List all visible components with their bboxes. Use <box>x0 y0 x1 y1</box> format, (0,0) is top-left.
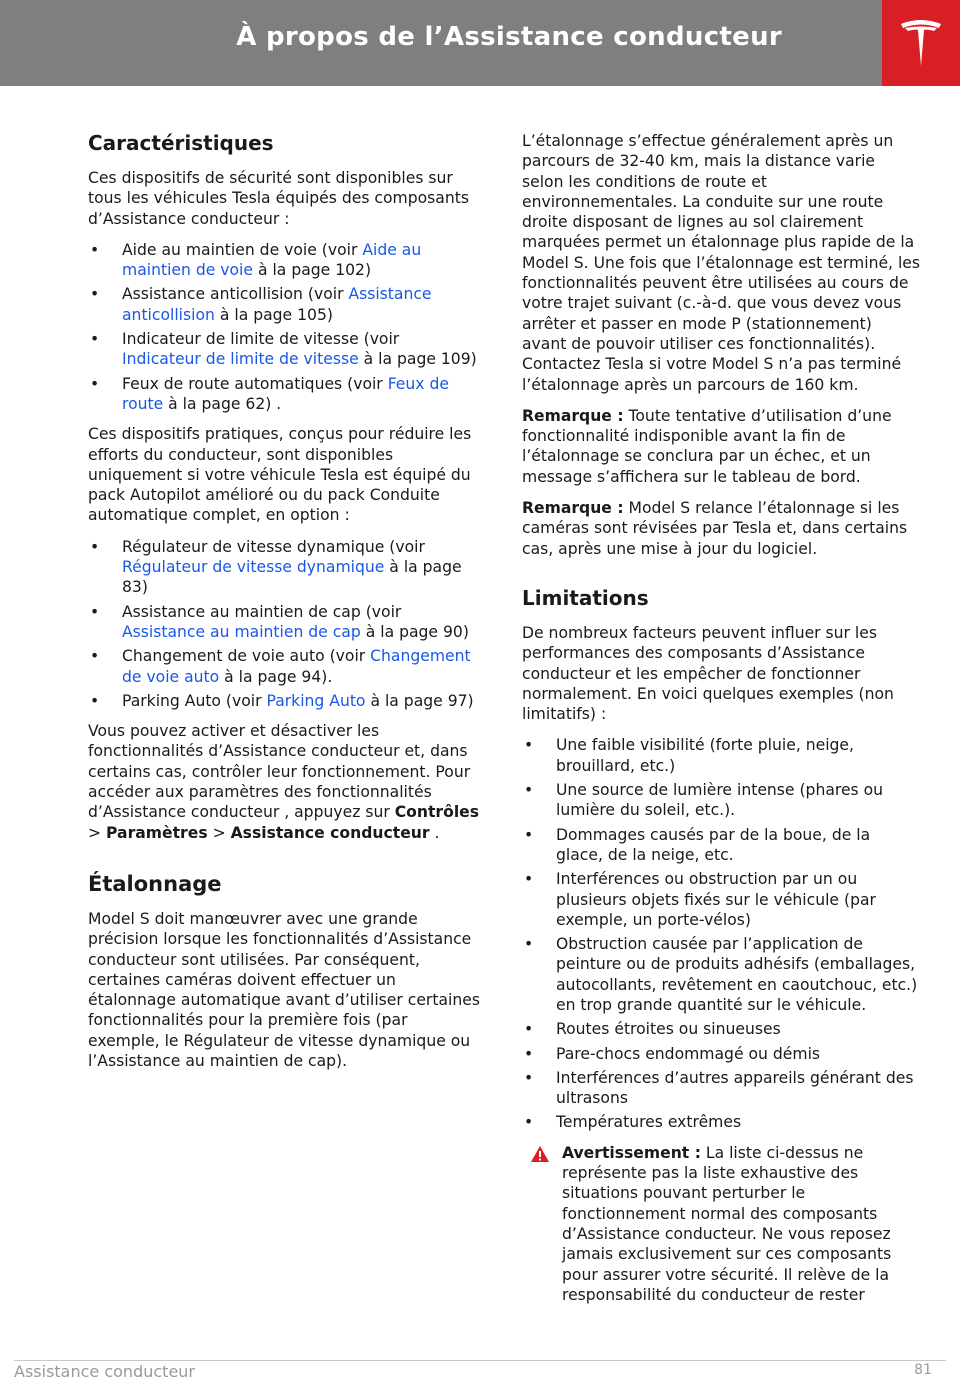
left-column <box>88 130 483 1082</box>
list-item: • Régulateur de vitesse dynamique (voir Régulateur de vitesse dynamique à la page 83) <box>88 537 483 598</box>
page-header <box>0 0 882 86</box>
warning-triangle-icon <box>530 1145 550 1163</box>
menu-controles: Contrôles <box>394 803 480 822</box>
list-item: • Pare-chocs endommagé ou démis <box>522 1044 920 1064</box>
caract-intro: Ces dispositifs de sécurité sont disponibles sur tous les véhicules Tesla équipés des composants d’Assistance conducteur : <box>88 169 469 228</box>
link-aide-maintien-voie[interactable]: Aide au maintien de voie <box>122 240 422 280</box>
note-label: Remarque : <box>522 499 624 518</box>
footer-section-name: Assistance conducteur <box>14 1362 195 1381</box>
list-item: • Dommages causés par de la boue, de la glace, de la neige, etc. <box>522 825 920 866</box>
link-feux-de-route[interactable]: Feux de route <box>122 374 449 413</box>
etalonnage-continued: L’étalonnage s’effectue généralement après un parcours de 32-40 km, mais la distance varie selon les conditions de route et environnementales. La conduite sur une route droite disposant de lignes au sol clairement marquées permet un étalonnage plus rapide de la Model S. Une fois que l’étalonnage est terminé, les fonctionnalités peuvent être utilisées au cours de votre trajet suivant (c.-à-d. que vous devez vous arrêter et passer en mode P (stationnement) avant de pouvoir utiliser ces fonctionnalités). Contactez Tesla si votre Model S n’a pas terminé l’étalonnage après un parcours de 160 km. <box>522 132 921 394</box>
comfort-intro: Ces dispositifs pratiques, conçus pour réduire les efforts du conducteur, sont disponibles uniquement si votre véhicule Tesla est équipé du pack Autopilot amélioré ou du pack Conduite automatique complet, en option : <box>88 425 472 525</box>
list-item: • Assistance au maintien de cap (voir Assistance au maintien de cap à la page 90) <box>88 602 483 643</box>
list-item: • Changement de voie auto (voir Changement de voie auto à la page 94). <box>88 646 483 687</box>
link-regulateur-vitesse-dynamique[interactable]: Régulateur de vitesse dynamique <box>122 558 385 577</box>
list-item: • Indicateur de limite de vitesse (voir Indicateur de limite de vitesse à la page 109) <box>88 329 483 370</box>
list-item: • Parking Auto (voir Parking Auto à la page 97) <box>88 691 483 711</box>
warning-text: La liste ci-dessus ne représente pas la liste exhaustive des situations pouvant perturber le fonctionnement normal des composants d’Assistance conducteur. Ne vous reposez jamais exclusivement sur ces composants pour assurer votre sécurité. Il relève de la responsabilité du conducteur de rester <box>562 1143 892 1304</box>
list-item: • Routes étroites ou sinueuses <box>522 1019 920 1039</box>
section-heading-caracteristiques: Caractéristiques <box>88 131 274 155</box>
settings-paragraph: Vous pouvez activer et désactiver les fonctionnalités d’Assistance conducteur et, dans certains cas, contrôler leur fonctionnement. Pour accéder aux paramètres des fonctionnalités d’Assistance conducteur , appuyez sur Contrôles > Paramètres > Assistance conducteur . <box>88 722 480 842</box>
limitations-intro: De nombreux facteurs peuvent influer sur les performances des composants d’Assistance conducteur et les empêcher de fonctionner normalement. En voici quelques exemples (non limitatifs) : <box>522 623 894 724</box>
warning-block <box>522 1143 920 1305</box>
list-item: • Assistance anticollision (voir Assistance anticollision à la page 105) <box>88 284 483 325</box>
safety-feature-list <box>88 240 483 414</box>
section-heading-etalonnage: Étalonnage <box>88 871 222 896</box>
footer-divider <box>14 1360 946 1361</box>
limitations-list <box>522 735 920 1132</box>
menu-parametres: Paramètres <box>106 823 208 842</box>
menu-assistance-conducteur: Assistance conducteur <box>230 823 430 842</box>
list-item: • Une source de lumière intense (phares ou lumière du soleil, etc.). <box>522 780 920 821</box>
note-2: Remarque : Model S relance l’étalonnage si les caméras sont révisées par Tesla et, dans certains cas, après une mise à jour du logiciel. <box>522 499 908 558</box>
link-assistance-anticollision[interactable]: Assistance anticollision <box>122 285 432 324</box>
link-changement-voie-auto[interactable]: Changement de voie auto <box>122 647 471 686</box>
section-heading-limitations: Limitations <box>522 585 649 610</box>
list-item: • Feux de route automatiques (voir Feux de route à la page 62) . <box>88 374 483 415</box>
comfort-feature-list <box>88 537 483 711</box>
link-assistance-maintien-cap[interactable]: Assistance au maintien de cap <box>122 622 361 641</box>
note-1: Remarque : Toute tentative d’utilisation d’une fonctionnalité indisponible avant la fin de l’étalonnage se conclura par un échec, et un message s’affichera sur le tableau de bord. <box>522 406 892 486</box>
list-item: • Une faible visibilité (forte pluie, neige, brouillard, etc.) <box>522 735 920 776</box>
list-item: • Aide au maintien de voie (voir Aide au maintien de voie à la page 102) <box>88 240 483 281</box>
warning-label: Avertissement : <box>562 1143 701 1162</box>
list-item: • Températures extrêmes <box>522 1112 920 1132</box>
right-column <box>522 131 920 1305</box>
page-number: 81 <box>914 1362 932 1378</box>
tesla-logo-icon <box>899 16 943 68</box>
note-label: Remarque : <box>522 406 624 425</box>
page-title: À propos de l’Assistance conducteur <box>236 22 782 52</box>
link-parking-auto[interactable]: Parking Auto <box>266 691 366 710</box>
list-item: • Obstruction causée par l’application de peinture ou de produits adhésifs (emballages, autocollants, revêtement en caoutchouc, etc.) en trop grande quantité sur le véhicule. <box>522 934 920 1015</box>
list-item: • Interférences d’autres appareils générant des ultrasons <box>522 1068 920 1109</box>
list-item: • Interférences ou obstruction par un ou plusieurs objets fixés sur le véhicule (par exemple, un porte-vélos) <box>522 869 920 930</box>
link-indicateur-limite-vitesse[interactable]: Indicateur de limite de vitesse <box>122 350 359 369</box>
brand-logo <box>882 0 960 86</box>
etalonnage-paragraph: Model S doit manœuvrer avec une grande précision lorsque les fonctionnalités d’Assistance conducteur sont utilisées. Par conséquent, certaines caméras doivent effectuer un étalonnage automatique avant d’utiliser certaines fonctionnalités pour la première fois (par exemple, le Régulateur de vitesse dynamique ou l’Assistance au maintien de cap). <box>88 909 480 1070</box>
